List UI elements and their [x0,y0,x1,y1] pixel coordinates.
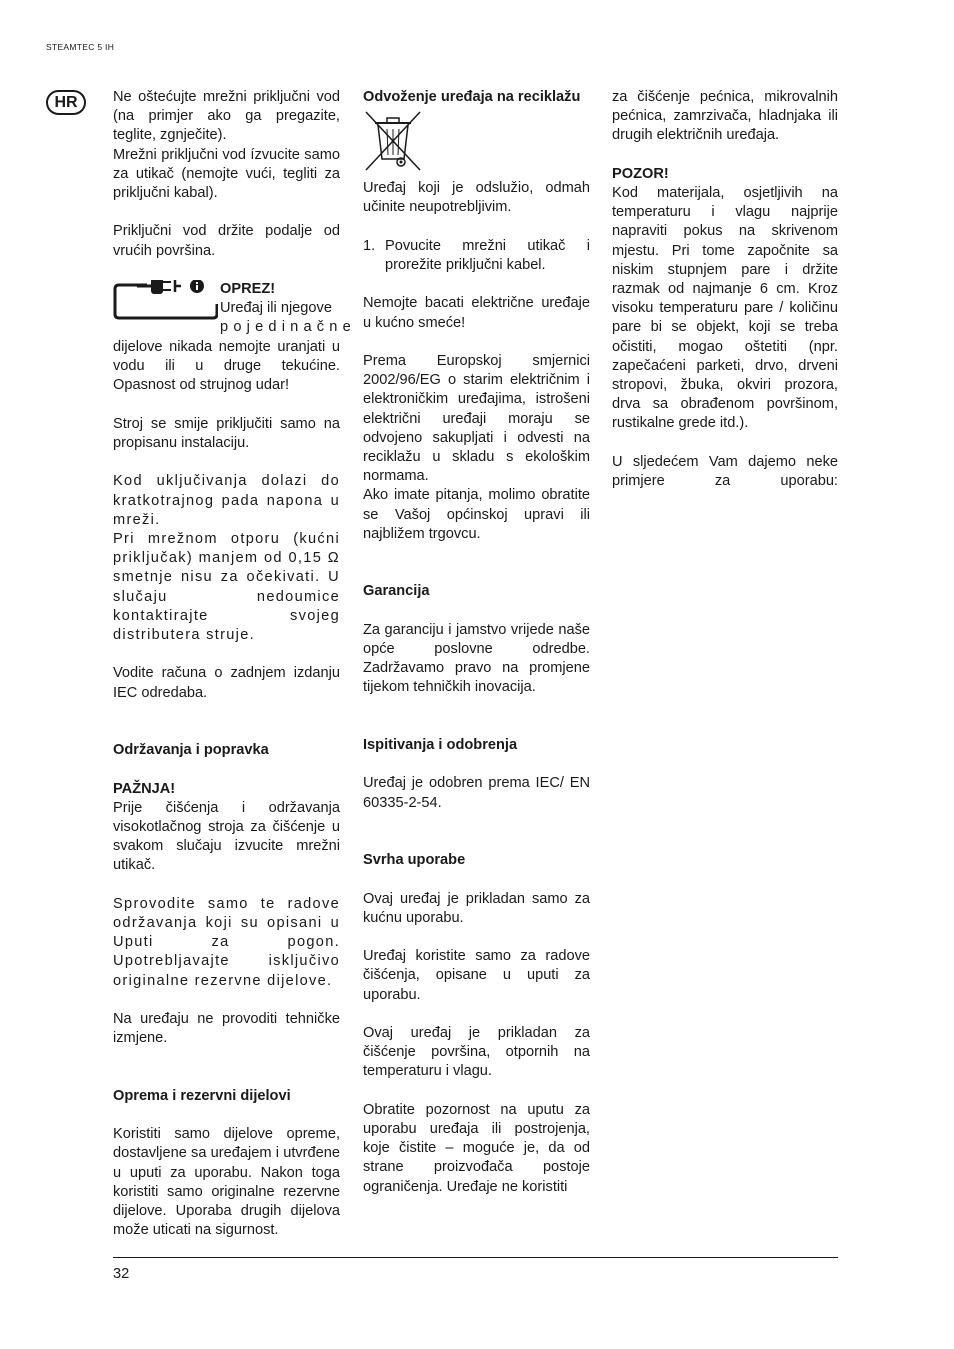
section-heading: Oprema i rezervni dijelovi [113,1087,291,1104]
paragraph: Prema Europskoj smjernici 2002/96/EG o starim električnim i elektroničkim uređajima, istrošeni električni uređaji moraju se odvojeno sakupljati i odvesti na reciklažu u skladu s ekološkim normama. [363,352,590,485]
paragraph: Kod uključivanja dolazi do kratkotrajnog pada napona u mreži. [113,473,340,528]
section-heading: Održavanja i popravka [113,742,269,759]
plug-warning-icon [113,280,218,322]
section-heading: Odvoženje uređaja na reciklažu [363,89,581,105]
paragraph: Uređaj je odobren prema IEC/ EN 60335-2-54. [363,775,590,811]
page-number: 32 [113,1266,130,1282]
language-badge: HR [46,90,86,115]
warning-title: OPREZ! [220,281,276,297]
crossed-out-bin-icon [363,109,423,173]
paragraph: Ako imate pitanja, molimo obratite se Vašoj općinskoj upravi ili najbližem trgovcu. [363,487,590,542]
paragraph: Priključni vod držite podalje od vrućih površina. [113,223,340,259]
paragraph: Za garanciju i jamstvo vrijede naše opće poslovne odredbe. Zadržavamo pravo na promjene tijekom tehničkih inovacija. [363,621,590,696]
paragraph: Sprovodite samo te radove održavanja koji su opisani u Uputi za pogon. Upotrebljavajte isključivo originalne rezervne dijelove. [113,895,340,989]
paragraph: za čišćenje pećnica, mikrovalnih pećnica, zamrzivača, hladnjaka ili drugih električnih uređaja. [612,89,838,144]
attention-label: POZOR! [612,165,669,182]
warning-text: pojedinačne [220,319,356,336]
paragraph: Na uređaju ne provoditi tehničke izmjene. [113,1011,340,1047]
paragraph: Uređaj koristite samo za radove čišćenja, opisane u uputi za uporabu. [363,948,590,1003]
warning-block [113,280,356,338]
paragraph: Prije čišćenja i održavanja visokotlačnog stroja za čišćenje u svakom slučaju izvucite mrežni utikač. [113,799,340,874]
paragraph: Vodite računa o zadnjem izdanju IEC odredaba. [113,665,340,701]
paragraph: Stroj se smije priključiti samo na propisanu instalaciju. [113,415,340,451]
paragraph: Mrežni priključni vod ízvucite samo za utikač (nemojte vući, tegliti za priključni kabal). [113,146,340,202]
paragraph: Ovaj uređaj je prikladan za čišćenje površina, otpornih na temperaturu i vlagu. [363,1024,590,1080]
warning-text: dijelove nikada nemojte uranjati u vodu ili u druge tekućine. Opasnost od strujnog udar! [113,339,340,394]
section-heading: Garancija [363,583,430,600]
section-heading: Svrha uporabe [363,852,466,869]
paragraph: Uređaj koji je odslužio, odmah učinite neupotrebljivim. [363,180,590,216]
paragraph: Kod materijala, osjetljivih na temperaturu i vlagu najprije napraviti pokus na skrivenom mjestu. Pri tome započnite sa niskim stupnjem pare i držite razmak od najmanje 6 cm. Kroz visoku temperaturu pare / količinu pare bi se objekt, koji se treba očistiti, mogao oštetiti (npr. zapečaćeni parketi, drvo, drveni stropovi, žbuka, okviri prozora, drva sa obrađenom površinom, rustikalne grede itd.). [612,185,838,432]
attention-label: PAŽNJA! [113,780,176,797]
column-1 [113,88,356,1240]
paragraph: Ne oštećujte mrežni priključni vod (na primjer ako ga pregazite, teglite, zgnječite). [113,89,340,144]
paragraph: Pri mrežnom otporu (kućni priključak) manjem od 0,15 Ω smetnje nisu za očekivati. U slučaju nedoumice kontaktirajte svojeg distributera struje. [113,531,340,644]
list-number: 1. [363,237,376,254]
column-2 [363,88,590,1197]
info-icon [190,280,204,293]
paragraph: Ovaj uređaj je prikladan samo za kućnu uporabu. [363,890,590,926]
section-heading: Ispitivanja i odobrenja [363,737,518,753]
footer-divider [113,1257,838,1258]
warning-text: Uređaj ili njegove [220,300,332,317]
paragraph: Obratite pozornost na uputu za uporabu uređaja ili postrojenja, koje čistite – moguće je, da od strane proizvođača postoje ograničenja. Uređaje ne koristiti [363,1101,590,1195]
column-3 [612,88,838,491]
list-item [363,237,590,275]
document-model-header: STEAMTEC 5 IH [46,42,115,52]
paragraph: U sljedećem Vam dajemo neke primjere za uporabu: [612,453,838,490]
list-text: Povucite mrežni utikač i prorežite priključni kabel. [385,237,590,273]
paragraph: Nemojte bacati električne uređaje u kućno smeće! [363,295,590,331]
paragraph: Koristiti samo dijelove opreme, dostavljene sa uređajem i utvrđene u uputi za uporabu. Nakon toga koristiti samo originalne rezervne dijelove. Uporaba drugih dijelova može uticati na sigurnost. [113,1126,340,1239]
